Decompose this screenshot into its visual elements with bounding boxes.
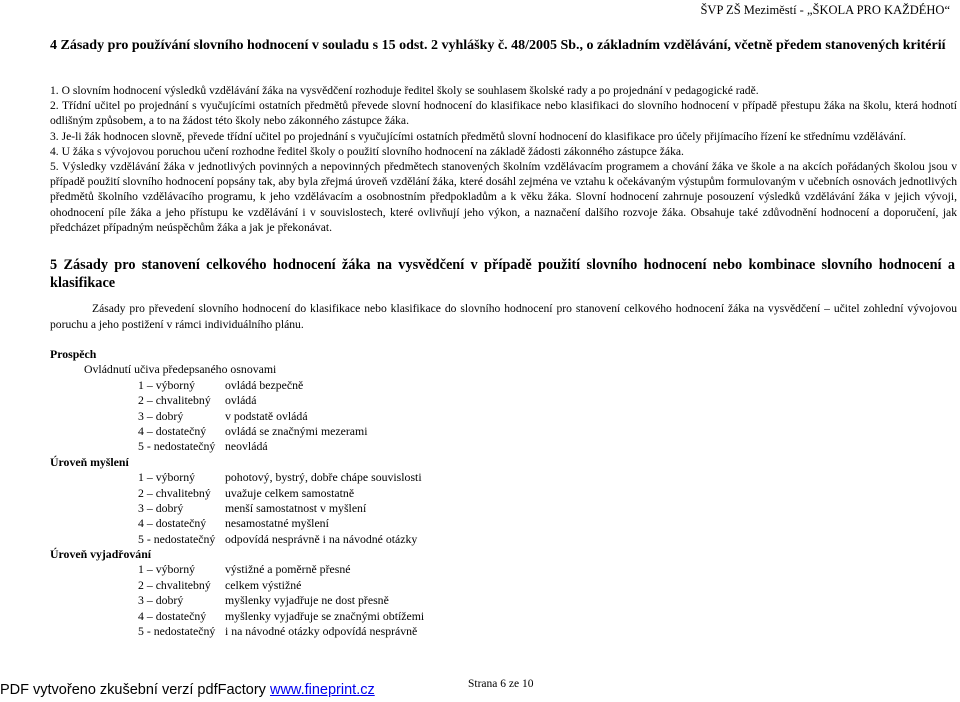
paragraph-3: 3. Je-li žák hodnocen slovně, převede třídní učitel po projednání s vyučujícími ostatních předmětů slovní hodnocení do klasifikace pro účely přijímacího řízení ke střednímu vzdělávání.: [50, 129, 907, 143]
page-number: Strana 6 ze 10: [468, 678, 534, 690]
pdf-footer-text: PDF vytvořeno zkušební verzí pdfFactory: [0, 682, 266, 698]
grade-label: 1 – výborný: [138, 470, 196, 485]
grade-label: 5 - nedostatečný: [138, 531, 216, 546]
section-5-heading: 5 Zásady pro stanovení celkového hodnocení žáka na vysvědčení v případě použití slovního hodnocení nebo kombinace slovního hodnocení a klasifikace: [50, 257, 955, 291]
grade-label: 4 – dostatečný: [138, 608, 207, 623]
grade-label: 4 – dostatečný: [138, 423, 207, 438]
criteria-title-mysleni: Úroveň myšlení: [50, 454, 129, 469]
grade-row: [50, 470, 650, 485]
grade-description: ovládá: [225, 393, 257, 408]
grade-description: uvažuje celkem samostatně: [225, 485, 355, 500]
grade-description: myšlenky vyjadřuje se značnými obtížemi: [225, 608, 425, 623]
grade-label: 3 – dobrý: [138, 500, 184, 515]
grade-row: [50, 393, 650, 408]
grade-row: [50, 562, 650, 577]
grade-label: 2 – chvalitebný: [138, 485, 211, 500]
grade-description: ovládá bezpečně: [225, 377, 304, 392]
grade-row: [50, 532, 650, 547]
grade-description: i na návodné otázky odpovídá nesprávně: [225, 624, 418, 639]
grade-rows-prospech: [50, 378, 650, 455]
grade-rows-mysleni: [50, 470, 650, 547]
paragraph-4: 4. U žáka s vývojovou poruchou učení rozhodne ředitel školy o použití slovního hodnocení na základě žádosti zákonného zástupce žáka.: [50, 144, 684, 158]
grade-row: [50, 624, 650, 639]
grade-label: 1 – výborný: [138, 377, 196, 392]
grade-row: [50, 501, 650, 516]
paragraph-1: 1. O slovním hodnocení výsledků vzdělávání žáka na vysvědčení rozhoduje ředitel školy se souhlasem školské rady a po projednání v pedagogické radě.: [50, 84, 759, 97]
grade-row: [50, 593, 650, 608]
grade-description: menší samostatnost v myšlení: [225, 500, 367, 515]
criteria-title-vyjadrovani: Úroveň vyjadřování: [50, 547, 152, 562]
grade-row: [50, 578, 650, 593]
paragraph-5: 5. Výsledky vzdělávání žáka v jednotlivých povinných a nepovinných předmětech stanovených školním vzdělávacím programem a chování žáka ve škole a na akcích pořádaných školou jsou v případě použití slovního hodnocení popsány tak, aby byla zřejmá úroveň vzdělání žáka, které dosáhl zejména ve vztahu k očekávaným výstupům formulovaným v učebních osnovách jednotlivých předmětů školního vzdělávacího programu, k jeho vzdělávacím a osobnostním předpokladům a k věku žáka. Slovní hodnocení zahrnuje posouzení výsledků vzdělávání žáka v jejich vývoji, ohodnocení píle žáka a jeho přístupu ke vzdělávání i v souvislostech, které ovlivňují jeho výkon, a naznačení dalšího rozvoje žáka. Obsahuje také zdůvodnění hodnocení a doporučení, jak předcházet případným neúspěchům žáka a jak je překonávat.: [50, 160, 957, 234]
pdf-footer: [0, 682, 375, 698]
grade-label: 3 – dobrý: [138, 593, 184, 608]
grade-description: výstižné a poměrně přesné: [225, 562, 351, 577]
section-4-body: [50, 83, 957, 235]
grade-description: celkem výstižné: [225, 577, 302, 592]
grade-description: neovládá: [225, 439, 268, 454]
grade-description: ovládá se značnými mezerami: [225, 423, 368, 438]
grade-label: 2 – chvalitebný: [138, 577, 211, 592]
grade-label: 2 – chvalitebný: [138, 393, 211, 408]
grade-row: [50, 486, 650, 501]
grade-label: 5 - nedostatečný: [138, 624, 216, 639]
grade-row: [50, 516, 650, 531]
section-5-intro: Zásady pro převedení slovního hodnocení do klasifikace nebo klasifikace do slovního hodnocení pro stanovení celkového hodnocení žáka na vysvědčení – učitel zohlední vývojovou poruchu a jeho postižení v rámci individuálního plánu.: [50, 302, 957, 331]
fineprint-link[interactable]: www.fineprint.cz: [269, 682, 375, 698]
grade-label: 4 – dostatečný: [138, 516, 207, 531]
grade-label: 1 – výborný: [138, 562, 196, 577]
criteria-list: [50, 347, 650, 639]
grade-description: v podstatě ovládá: [225, 408, 308, 423]
grade-row: [50, 424, 650, 439]
grade-description: odpovídá nesprávně i na návodné otázky: [225, 531, 418, 546]
page-header: ŠVP ZŠ Meziměstí - „ŠKOLA PRO KAŽDÉHO“: [700, 3, 950, 17]
grade-row: [50, 378, 650, 393]
grade-label: 3 – dobrý: [138, 408, 184, 423]
criteria-subtitle-prospech: Ovládnutí učiva předepsaného osnovami: [84, 362, 277, 377]
grade-label: 5 - nedostatečný: [138, 439, 216, 454]
grade-row: [50, 409, 650, 424]
grade-rows-vyjadrovani: [50, 562, 650, 639]
grade-description: nesamostatné myšlení: [225, 516, 329, 531]
section-4-heading: 4 Zásady pro používání slovního hodnocení v souladu s 15 odst. 2 vyhlášky č. 48/2005 Sb., o základním vzdělávání, včetně předem stanovených kritérií: [50, 38, 946, 53]
criteria-title-prospech: Prospěch: [50, 347, 97, 361]
grade-description: myšlenky vyjadřuje ne dost přesně: [225, 593, 389, 608]
paragraph-2: 2. Třídní učitel po projednání s vyučujícími ostatních předmětů převede slovní hodnocení do klasifikace nebo klasifikaci do slovního hodnocení v případě přestupu žáka na školu, která hodnotí odlišným způsobem, a to na žádost této školy nebo zákonného zástupce žáka.: [50, 99, 957, 128]
grade-description: pohotový, bystrý, dobře chápe souvislosti: [225, 470, 422, 485]
grade-row: [50, 439, 650, 454]
grade-row: [50, 609, 650, 624]
